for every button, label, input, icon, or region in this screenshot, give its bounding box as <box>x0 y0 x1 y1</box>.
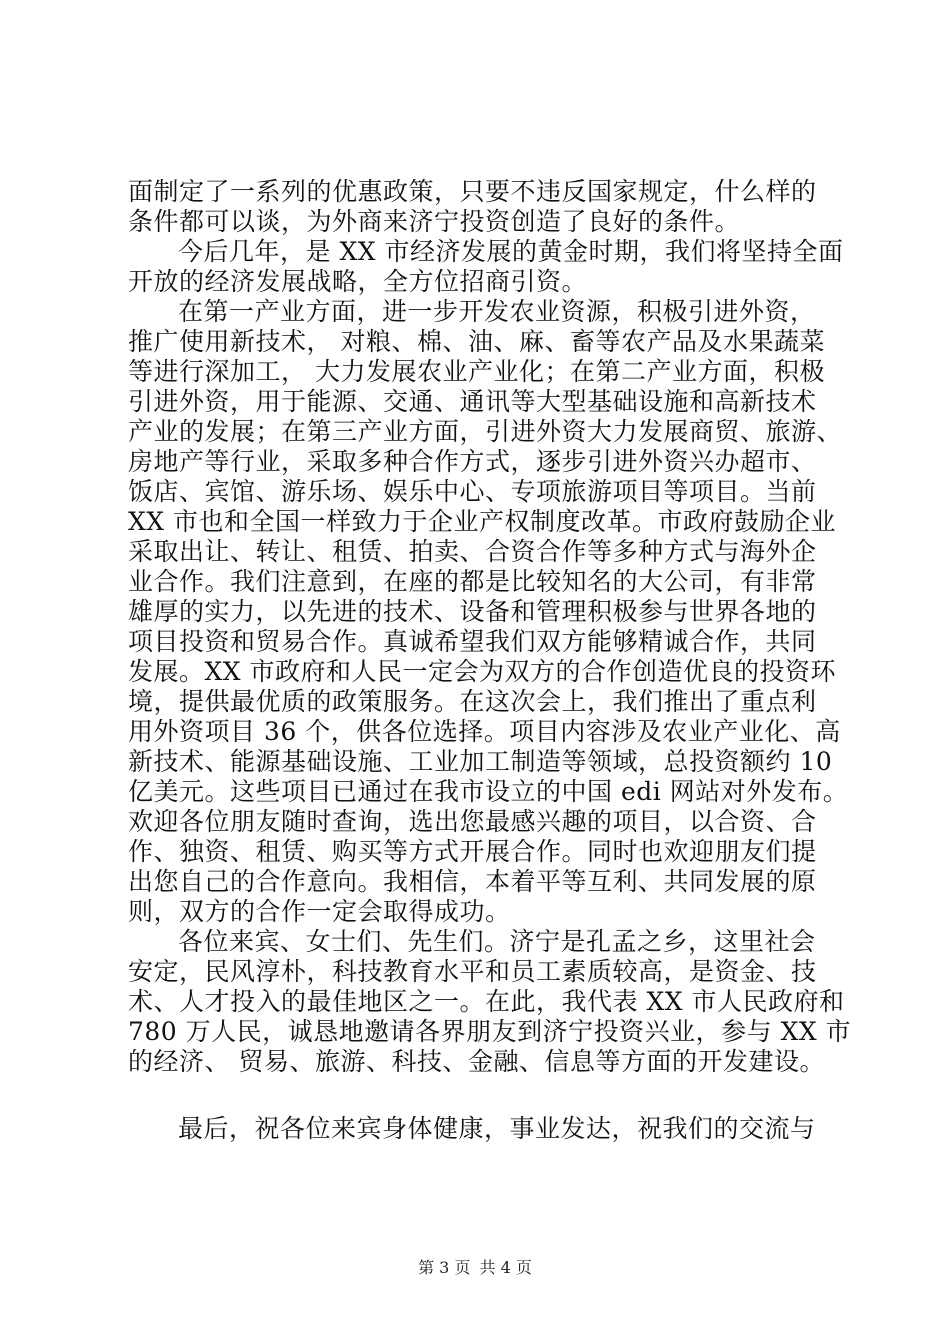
text-line: 雄厚的实力，以先进的技术、设备和管理积极参与世界各地的 <box>128 597 817 626</box>
text-line: 的经济、 贸易、旅游、科技、金融、信息等方面的开发建设。 <box>128 1047 825 1076</box>
text-line: 出您自己的合作意向。我相信，本着平等互利、共同发展的原 <box>128 867 817 896</box>
text-line: 新技术、能源基础设施、工业加工制造等领域，总投资额约 10 <box>128 747 833 776</box>
text-line: 780 万人民，诚恳地邀请各界朋友到济宁投资兴业，参与 XX 市 <box>128 1017 852 1046</box>
text-line: 今后几年，是 XX 市经济发展的黄金时期，我们将坚持全面 <box>178 237 844 266</box>
text-line: 项目投资和贸易合作。真诚希望我们双方能够精诚合作，共同 <box>128 627 817 656</box>
text-line: 亿美元。这些项目已通过在我市设立的中国 edi 网站对外发布。 <box>128 777 849 806</box>
page-number: 第 3 页 <box>418 1258 471 1277</box>
text-line: 各位来宾、女士们、先生们。济宁是孔孟之乡，这里社会 <box>178 927 816 956</box>
text-line: 房地产等行业，采取多种合作方式，逐步引进外资兴办超市、 <box>128 447 817 476</box>
text-line: 用外资项目 36 个，供各位选择。项目内容涉及农业产业化、高 <box>128 717 841 746</box>
text-line: 欢迎各位朋友随时查询，选出您最感兴趣的项目，以合资、合 <box>128 807 817 836</box>
page-total: 共 4 页 <box>479 1258 532 1277</box>
text-line: 发展。XX 市政府和人民一定会为双方的合作创造优良的投资环 <box>128 657 837 686</box>
text-line: 采取出让、转让、租赁、拍卖、合资合作等多种方式与海外企 <box>128 537 817 566</box>
text-line: 业合作。我们注意到，在座的都是比较知名的大公司，有非常 <box>128 567 817 596</box>
text-line: 则，双方的合作一定会取得成功。 <box>128 897 511 926</box>
text-line: 境，提供最优质的政策服务。在这次会上，我们推出了重点利 <box>128 687 817 716</box>
text-line: 术、人才投入的最佳地区之一。在此，我代表 XX 市人民政府和 <box>128 987 845 1016</box>
text-line: 开放的经济发展战略，全方位招商引资。 <box>128 267 588 296</box>
text-line: 等进行深加工， 大力发展农业产业化；在第二产业方面，积极 <box>128 357 825 386</box>
text-line: 安定，民风淳朴，科技教育水平和员工素质较高，是资金、技 <box>128 957 817 986</box>
text-line: 作、独资、租赁、购买等方式开展合作。同时也欢迎朋友们提 <box>128 837 817 866</box>
text-line: 面制定了一系列的优惠政策，只要不违反国家规定，什么样的 <box>128 177 817 206</box>
text-line: 引进外资，用于能源、交通、通讯等大型基础设施和高新技术 <box>128 387 817 416</box>
text-line: 饭店、宾馆、游乐场、娱乐中心、专项旅游项目等项目。当前 <box>128 477 817 506</box>
text-line: 产业的发展；在第三产业方面，引进外资大力发展商贸、旅游、 <box>128 417 843 446</box>
text-line: 最后，祝各位来宾身体健康，事业发达，祝我们的交流与 <box>178 1114 816 1143</box>
page-footer <box>0 1258 950 1278</box>
text-line: 推广使用新技术， 对粮、棉、油、麻、畜等农产品及水果蔬菜 <box>128 327 825 356</box>
text-line: XX 市也和全国一样致力于企业产权制度改革。市政府鼓励企业 <box>128 507 837 536</box>
text-line: 在第一产业方面，进一步开发农业资源，积极引进外资， <box>178 297 816 326</box>
text-line: 条件都可以谈，为外商来济宁投资创造了良好的条件。 <box>128 207 741 236</box>
